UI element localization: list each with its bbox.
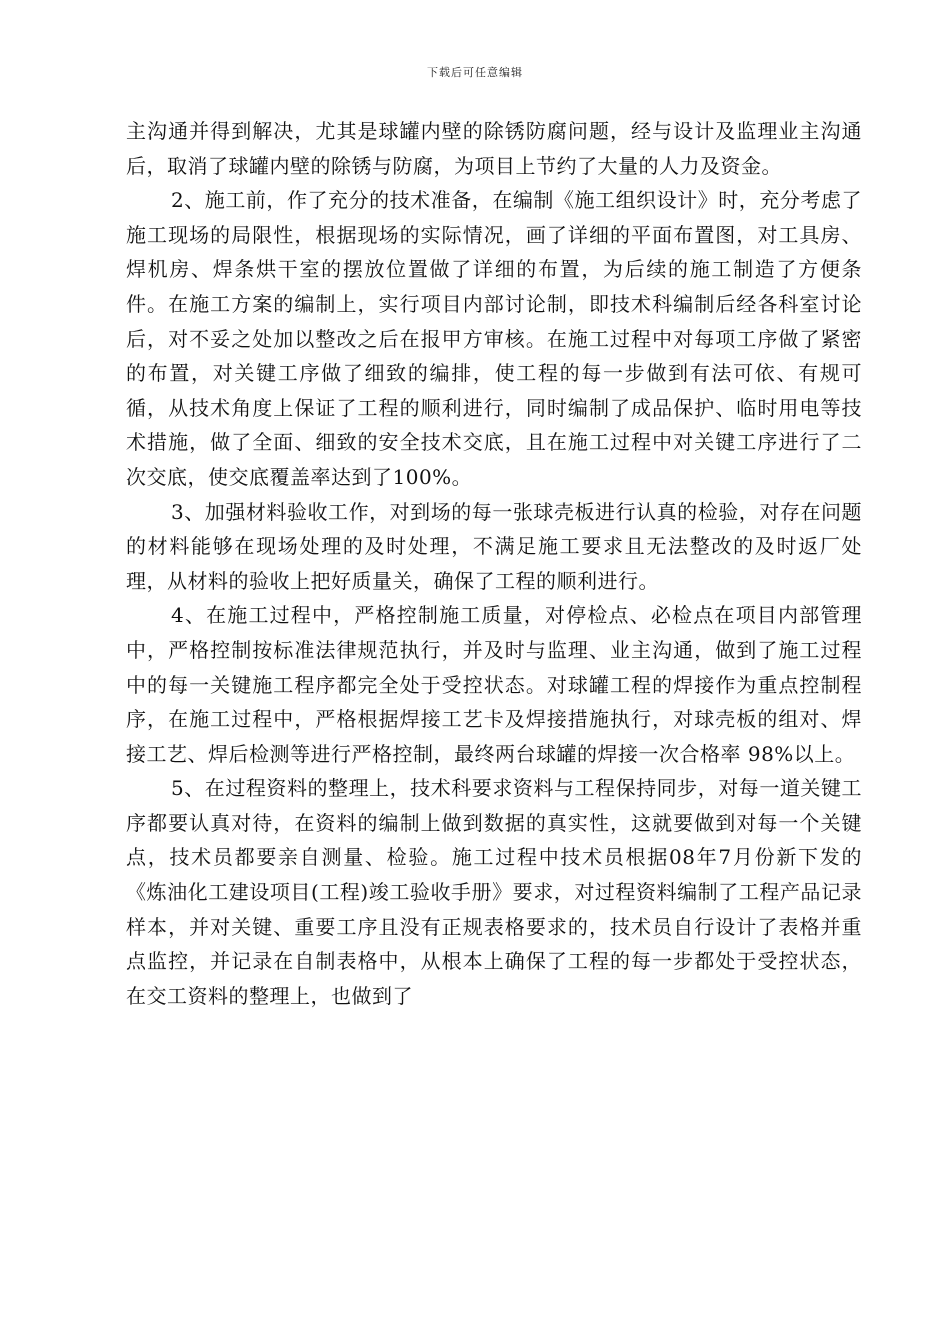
page-header-note: 下载后可任意编辑 (427, 66, 523, 79)
paragraph-continuation: 主沟通并得到解决，尤其是球罐内壁的除锈防腐问题，经与设计及监理业主沟通后，取消了球罐内壁的除锈与防腐，为项目上节约了大量的人力及资金。 (126, 119, 862, 178)
paragraph-item-5: 5、在过程资料的整理上，技术科要求资料与工程保持同步，对每一道关键工序都要认真对待，在资料的编制上做到数据的真实性，这就要做到对每一个关键点，技术员都要亲自测量、检验。施工过程中技术员根据08年7月份新下发的《炼油化工建设项目(工程)竣工验收手册》要求，对过程资料编制了工程产品记录样本，并对关键、重要工序且没有正规表格要求的，技术员自行设计了表格并重点监控，并记录在自制表格中，从根本上确保了工程的每一步都处于受控状态，在交工资料的整理上，也做到了 (126, 776, 862, 1008)
paragraph-item-2: 2、施工前，作了充分的技术准备，在编制《施工组织设计》时，充分考虑了施工现场的局限性，根据现场的实际情况，画了详细的平面布置图，对工具房、焊机房、焊条烘干室的摆放位置做了详细的布置，为后续的施工制造了方便条件。在施工方案的编制上，实行项目内部讨论制，即技术科编制后经各科室讨论后，对不妥之处加以整改之后在报甲方审核。在施工过程中对每项工序做了紧密的布置，对关键工序做了细致的编排，使工程的每一步做到有法可依、有规可循，从技术角度上保证了工程的顺利进行，同时编制了成品保护、临时用电等技术措施，做了全面、细致的安全技术交底，且在施工过程中对关键工序进行了二次交底，使交底覆盖率达到了100%。 (126, 188, 862, 489)
paragraph-item-4: 4、在施工过程中，严格控制施工质量，对停检点、必检点在项目内部管理中，严格控制按标准法律规范执行，并及时与监理、业主沟通，做到了施工过程中的每一关键施工程序都完全处于受控状态。对球罐工程的焊接作为重点控制程序，在施工过程中，严格根据焊接工艺卡及焊接措施执行，对球壳板的组对、焊接工艺、焊后检测等进行严格控制，最终两台球罐的焊接一次合格率 98%以上。 (126, 603, 862, 766)
paragraph-item-3: 3、加强材料验收工作，对到场的每一张球壳板进行认真的检验，对存在问题的材料能够在现场处理的及时处理，不满足施工要求且无法整改的及时返厂处理，从材料的验收上把好质量关，确保了工程的顺利进行。 (126, 499, 862, 593)
document-body (126, 114, 862, 1013)
